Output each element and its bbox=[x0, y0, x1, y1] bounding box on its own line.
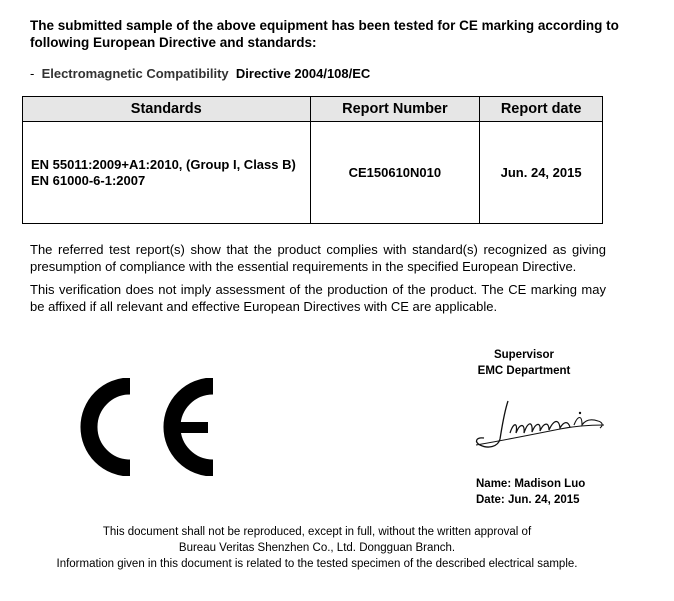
ce-mark-logo bbox=[76, 378, 222, 476]
supervisor-title: Supervisor bbox=[493, 349, 555, 361]
header-report-number: Report Number bbox=[310, 97, 480, 122]
standards-table bbox=[22, 96, 603, 224]
report-date-cell: Jun. 24, 2015 bbox=[480, 122, 603, 224]
compliance-paragraph: The referred test report(s) show that the product complies with standard(s) recognized as giving presumption of compliance with the essential requirements in the specified European Directive. bbox=[30, 242, 606, 274]
directive-ref: Directive 2004/108/EC bbox=[235, 66, 371, 81]
department-name: EMC Department bbox=[477, 365, 571, 377]
table-row bbox=[23, 122, 603, 224]
standards-cell bbox=[23, 122, 311, 224]
verification-paragraph: This verification does not imply assessment of the production of the product. The CE marking may be affixed if all relevant and effective European Directives with CE are applicable. bbox=[30, 282, 606, 314]
standard-item: EN 61000-6-1:2007 bbox=[31, 172, 146, 188]
supervisor-block bbox=[475, 347, 573, 379]
table-header-row bbox=[23, 97, 603, 122]
signatory-name: Name: Madison Luo bbox=[476, 478, 586, 490]
signatory-date: Date: Jun. 24, 2015 bbox=[476, 494, 580, 506]
signature-image bbox=[470, 395, 610, 455]
standard-item: EN 55011:2009+A1:2010, (Group I, Class B) bbox=[31, 156, 296, 172]
footer-line: This document shall not be reproduced, except in full, without the written approval of bbox=[102, 526, 532, 538]
report-number-cell: CE150610N010 bbox=[310, 122, 480, 224]
footer-disclaimer bbox=[0, 524, 634, 572]
header-standards: Standards bbox=[23, 97, 311, 122]
directive-prefix: - bbox=[30, 66, 42, 81]
signatory-block bbox=[476, 476, 585, 508]
directive-name: Electromagnetic Compatibility bbox=[41, 66, 229, 81]
header-report-date: Report date bbox=[480, 97, 603, 122]
intro-text: The submitted sample of the above equipment has been tested for CE marking according to following European Directive and standards: bbox=[30, 18, 619, 50]
directive-line bbox=[30, 66, 370, 82]
footer-line: Bureau Veritas Shenzhen Co., Ltd. Dongguan Branch. bbox=[178, 542, 456, 554]
footer-line: Information given in this document is related to the tested specimen of the described electrical sample. bbox=[56, 558, 578, 570]
